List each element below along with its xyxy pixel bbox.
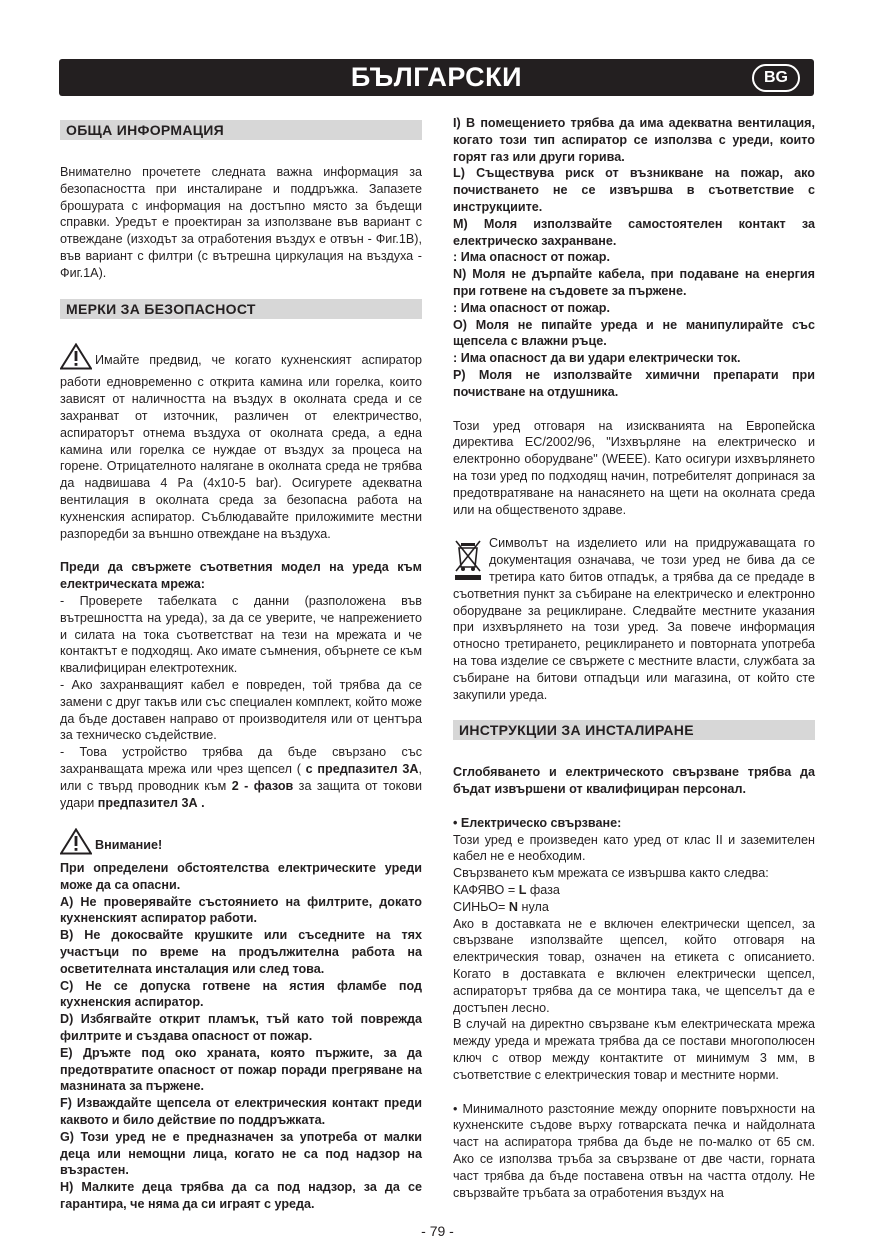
right-column xyxy=(453,115,815,1201)
minimum-distance-text: • Минималното разстояние между опорните повърхности на кухненските съдове върху готварската печка и найдолната част на аспиратора трябва да бъде не по-малко от 65 см. Ако се използва тръба за свързване от две части, горната част трябва да бъде поставена отвън на частта отдолу. Не свързвайте тръбата за отработения въздух на xyxy=(453,1101,815,1200)
warning-triangle-icon xyxy=(60,828,92,860)
crossed-bin-icon xyxy=(453,537,483,581)
safety-heading: МЕРКИ ЗА БЕЗОПАСНОСТ xyxy=(60,299,422,319)
attention-intro: При определени обстоятелства електрическите уреди може да са опасни. xyxy=(60,861,422,892)
warning-item-m: M) Моля използвайте самостоятелен контакт за електрическо захранване. xyxy=(453,216,815,248)
weee-directive-text: Този уред отговаря на изискванията на Европейска директива ЕС/2002/96, "Изхвърляне на електрическо и електронно оборудване" (WEEE). Като осигури изхвърлянето на този уред по подходящ начин, потребителят допринася за предотвратяване на нанасянето на щети на околната среда или на общественото здраве. xyxy=(453,418,815,517)
warning-item-c: C) Не се допуска готвене на ястия фламбе под кухненския аспиратор. xyxy=(60,978,422,1010)
before-connect-heading: Преди да свържете съответния модел на уреда към електрическата мрежа: xyxy=(60,560,422,592)
weee-symbol-block xyxy=(453,535,815,703)
installation-heading: ИНСТРУКЦИИ ЗА ИНСТАЛИРАНЕ xyxy=(453,720,815,740)
warning-item-d: D) Избягвайте открит пламък, тъй като той поврежда филтрите и създава опасност от пожар. xyxy=(60,1012,422,1044)
electrical-text-2: Свързването към мрежата се извършва както следва: xyxy=(453,866,769,881)
warning-item-l: L) Съществува риск от възникване на пожар, ако почистването не се извършва в съответствие с инструкциите. xyxy=(453,166,815,214)
warning-item-b: B) Не докосвайте крушките или съседните на тях участъци по време на продължителна работа на осветителната инсталация или след това. xyxy=(60,928,422,976)
warning-item-i: I) В помещението трябва да има адекватна вентилация, когато този тип аспиратор се използва с уреди, които горят газ или други горива. xyxy=(453,116,815,164)
before-connect-item-2: - Ако захранващият кабел е повреден, той трябва да се замени с друг такъв или със специален комплект, който може да бъде доставен направо от производителя или от центъра за техническо съдействие. xyxy=(60,677,422,743)
installation-intro: Сглобяването и електрическото свързване трябва да бъдат извършени от квалифициран персонал. xyxy=(453,765,815,797)
general-info-text: Внимателно прочетете следната важна информация за безопасността при инсталиране и поддръжка. Запазете брошурата с информация на достъпно място за бъдещи справки. Уредът е проектиран за използване във вариант с отвеждане (изходът за отработения въздух е отвън - Фиг.1B), във вариант с филтри (с вътрешна циркулация на въздуха - Фиг.1A). xyxy=(60,165,422,280)
page-number: - 79 - xyxy=(421,1223,454,1239)
warning-item-e: E) Дръжте под око храната, която пържите, за да предотвратите опасност от пожар поради прегряване на мазнината за пържене. xyxy=(60,1045,422,1094)
warning-item-o: O) Моля не пипайте уреда и не манипулирайте със щепсела с влажни ръце. xyxy=(453,317,815,349)
fire-danger-note: : Има опасност от пожар. xyxy=(453,250,610,265)
language-badge: BG xyxy=(752,64,800,92)
electrical-text-3: Ако в доставката не е включен електрически щепсел, за свързване използвайте щепсел, който отговаря на електрическия товар, означен на етикета с описанието. Когато в доставката е включен електрически щепсел, аспираторът трябва да се монтира така, че щепселът да е достъпен лесно. xyxy=(453,916,815,1015)
before-connect-item-3: - Това устройство трябва да бъде свързано със захранващата мрежа или чрез щепсел ( с предпазител 3А, или с твърд проводник към 2 - фазов за защита от токови удари предпазител 3А . xyxy=(60,745,422,810)
left-column xyxy=(60,120,422,1213)
warning-item-p: P) Моля не използвайте химични препарати при почистване на отдушника. xyxy=(453,367,815,399)
general-info-heading: ОБЩА ИНФОРМАЦИЯ xyxy=(60,120,422,140)
weee-symbol-text: Символът на изделието или на придружаващата го документация означава, че този уред не бива да се третира като битов отпадък, а трябва да се предаде в съответния пункт за събиране на електрическо и електронно оборудване за рециклиране. Следвайте местните указания при изхвърлянето на този уред. За повече информация относно третирането, рециклирането и повторната употреба на това изделие се свържете с местните власти, службата за събиране на битови отпадъци или магазина, от който сте закупили уреда. xyxy=(453,536,815,702)
wire-blue: СИНЬО= N нула xyxy=(453,899,549,914)
warning-item-g: G) Този уред не е предназначен за употреба от малки деца или немощни лица, когато не са под надзор на възрастен. xyxy=(60,1129,422,1178)
warning-item-f: F) Изваждайте щепсела от електрическия контакт преди каквото и било действие по поддръжката. xyxy=(60,1096,422,1128)
electrical-text-4: В случай на директно свързване към електрическата мрежа между уреда и мрежата трябва да се постави многополюсен ключ с отвор между контактите от минимум 3 мм, в съответствие с електрическия товар и местните норми. xyxy=(453,1017,815,1082)
warning-item-a: A) Не проверявайте състоянието на филтрите, докато кухненският аспиратор работи. xyxy=(60,894,422,926)
attention-line xyxy=(60,828,422,860)
safety-paragraph: Имайте предвид, че когато кухненският аспиратор работи едновременно с открита камина или горелка, които зависят от наличността на въздух в околната среда и се захранват от източник, различен от електричество, аспираторът отнема въздуха от околната среда, а една камина или горелка се нуждае от въздух за процеса на горене. Отрицателното налягане в околната среда не трябва да надвишава 4 Pa (4x10-5 bar). Осигурете адекватна вентилация в околната среда за безопасна работа на кухненския аспиратор. Съблюдавайте приложимите местни разпоредби за външно отвеждане на въздуха. xyxy=(60,352,422,541)
shock-danger-note: : Има опасност да ви удари електрически ток. xyxy=(453,351,741,366)
electrical-connection-heading: • Електрическо свързване: xyxy=(453,815,622,830)
warning-triangle-icon xyxy=(60,343,92,375)
attention-label: Внимание! xyxy=(95,838,163,853)
page-title: БЪЛГАРСКИ xyxy=(350,62,523,92)
before-connect-item-1: - Проверете табелката с данни (разположена във вътрешността на уреда), за да се уверите, че напрежението и силата на тока съответстват на тези на мрежата и че контактът е подходящ. Ако имате съмнения, обърнете се към квалифициран електротехник. xyxy=(60,593,422,676)
wire-brown: КАФЯВО = L фаза xyxy=(453,883,560,898)
warning-item-n: N) Моля не дърпайте кабела, при подаване на енергия при готвене на съдовете за пържене. xyxy=(453,267,815,298)
language-banner xyxy=(59,59,814,96)
safety-text xyxy=(60,343,422,543)
electrical-text-1: Този уред е произведен като уред от клас II и заземителен кабел не е необходим. xyxy=(453,832,815,864)
fire-danger-note: : Има опасност от пожар. xyxy=(453,300,610,315)
warning-item-h: H) Малките деца трябва да са под надзор, за да се гарантира, че няма да си играят с уреда. xyxy=(60,1180,422,1212)
